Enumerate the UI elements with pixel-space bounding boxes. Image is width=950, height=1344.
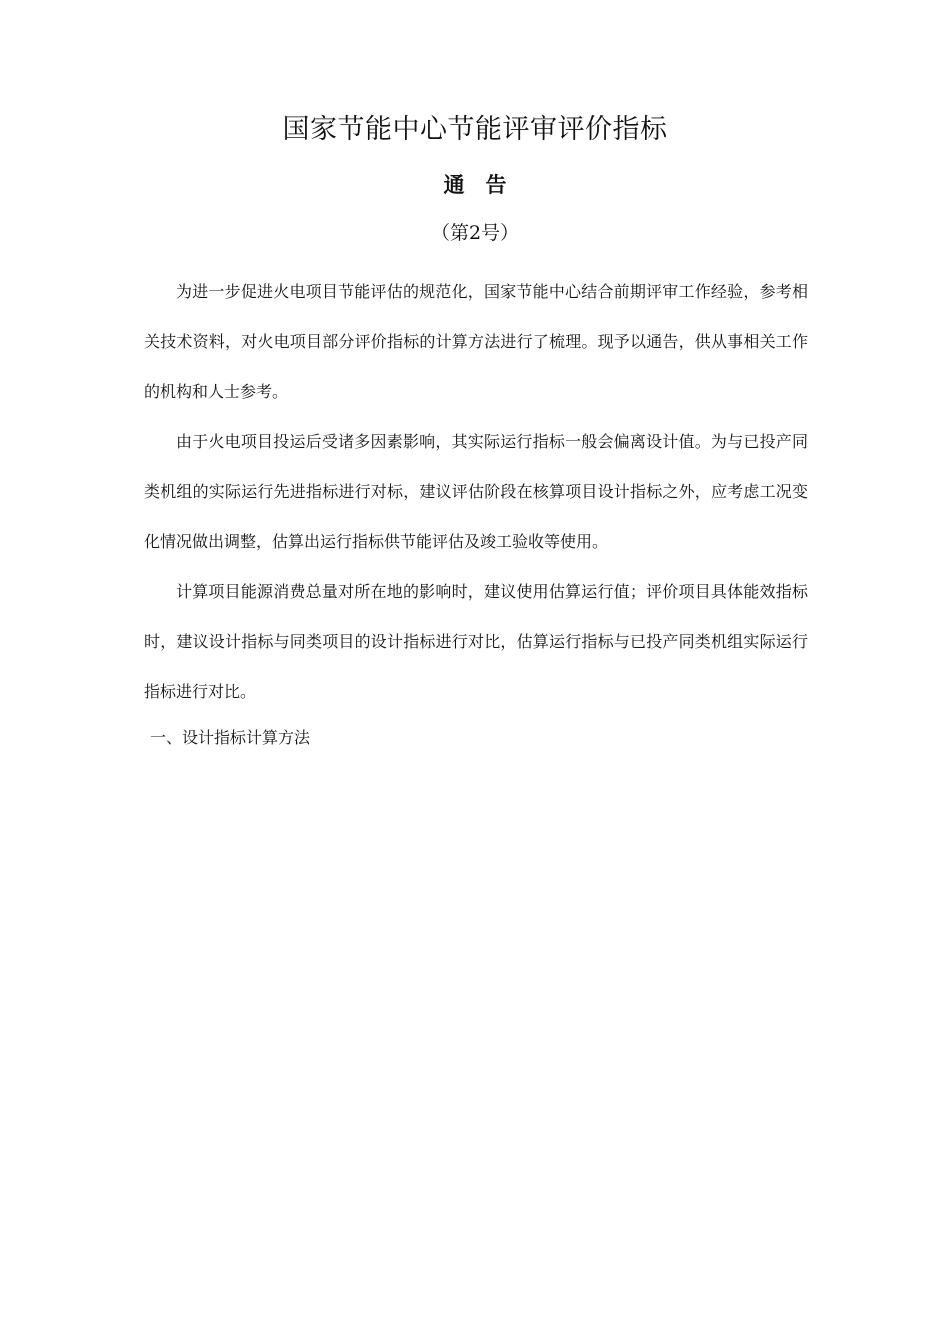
section-heading: 一、设计指标计算方法 <box>150 728 311 747</box>
paragraph-3: 计算项目能源消费总量对所在地的影响时，建议使用估算运行值；评价项目具体能效指标时，建议设计指标与同类项目的设计指标进行对比，估算运行指标与已投产同类机组实际运行指标进行对比。 <box>144 582 808 701</box>
paragraph-2: 由于火电项目投运后受诸多因素影响，其实际运行指标一般会偏离设计值。为与已投产同类机组的实际运行先进指标进行对标，建议评估阶段在核算项目设计指标之外，应考虑工况变化情况做出调整，估算出运行指标供节能评估及竣工验收等使用。 <box>144 432 808 551</box>
notice-number: （第2号） <box>430 222 520 244</box>
notice-label: 通 告 <box>443 173 507 197</box>
paragraph-1: 为进一步促进火电项目节能评估的规范化，国家节能中心结合前期评审工作经验，参考相关技术资料，对火电项目部分评价指标的计算方法进行了梳理。现予以通告，供从事相关工作的机构和人士参考。 <box>144 282 808 401</box>
body-text <box>144 267 808 717</box>
document-title: 国家节能中心节能评审评价指标 <box>282 114 668 145</box>
